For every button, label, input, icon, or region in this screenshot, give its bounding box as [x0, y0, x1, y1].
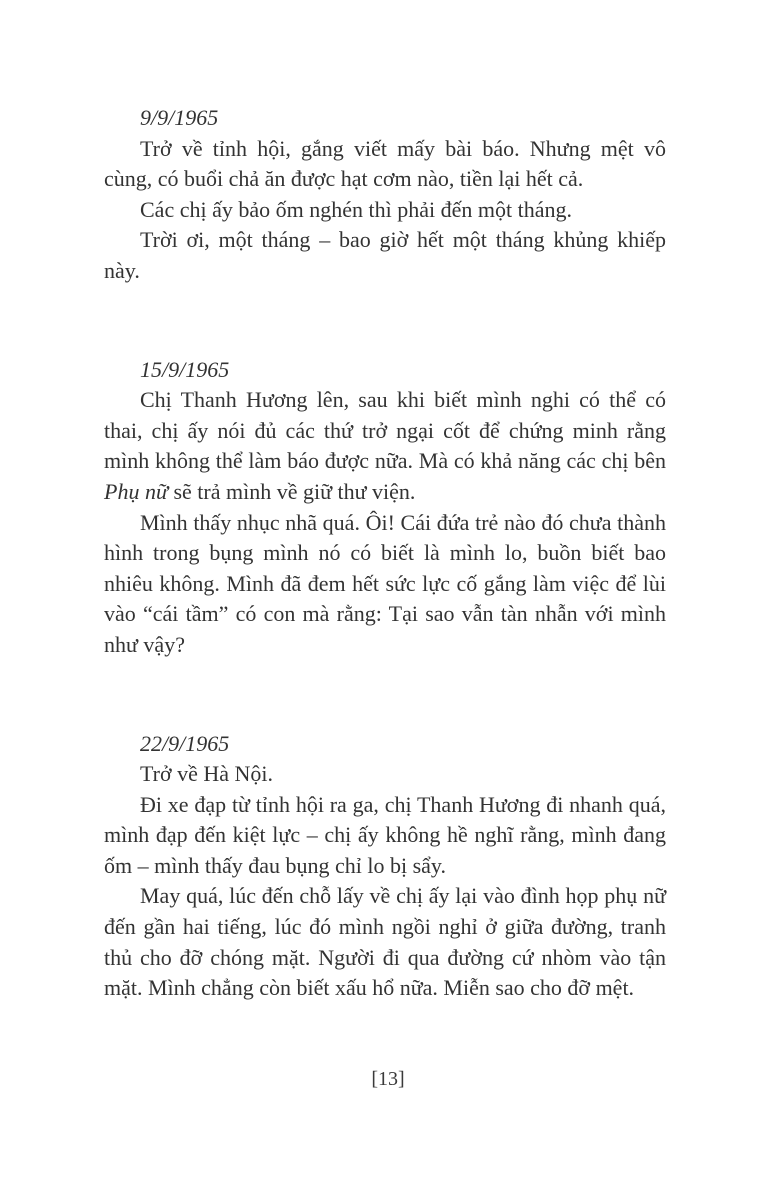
- page-number: [13]: [371, 1068, 405, 1090]
- paragraph: [104, 881, 666, 1003]
- paragraph: [104, 195, 666, 226]
- italic-phrase: Phụ nữ: [104, 478, 168, 504]
- text-run: sẽ trả mình về giữ thư viện.: [167, 478, 416, 504]
- text-run: Trở về Hà Nội.: [140, 761, 274, 787]
- text-run: Trời ơi, một tháng – bao giờ hết một tháng khủng khiếp này.: [104, 227, 666, 283]
- text-run: Đi xe đạp từ tỉnh hội ra ga, chị Thanh Hương đi nhanh quá, mình đạp đến kiệt lực – chị ấy không hề nghĩ rằng, mình đang ốm – mình thấy đau bụng chỉ lo bị sẩy.: [104, 791, 666, 878]
- text-run: May quá, lúc đến chỗ lấy về chị ấy lại vào đình họp phụ nữ đến gần hai tiếng, lúc đó mình ngồi nghỉ ở giữa đường, tranh thủ cho đỡ chóng mặt. Người đi qua đường cứ nhòm vào tận mặt. Mình chẳng còn biết xấu hổ nữa. Miễn sao cho đỡ mệt.: [104, 883, 666, 1001]
- paragraph: [104, 508, 666, 661]
- diary-text-block: [104, 103, 666, 1004]
- paragraph: [104, 134, 666, 195]
- paragraph: [104, 385, 666, 507]
- paragraph: [104, 225, 666, 286]
- text-run: Các chị ấy bảo ốm nghén thì phải đến một tháng.: [140, 196, 572, 222]
- diary-entry: [104, 355, 666, 661]
- entry-date: 22/9/1965: [140, 730, 230, 756]
- text-run: Trở về tỉnh hội, gắng viết mấy bài báo. Nhưng mệt vô cùng, có buổi chả ăn được hạt cơm nào, tiền lại hết cả.: [104, 135, 666, 192]
- entry-date: 15/9/1965: [140, 356, 230, 382]
- paragraph: [104, 759, 666, 790]
- entry-date: 9/9/1965: [140, 105, 219, 130]
- diary-entry: [104, 729, 666, 1004]
- text-run: Mình thấy nhục nhã quá. Ôi! Cái đứa trẻ nào đó chưa thành hình trong bụng mình nó có biết là mình lo, buồn biết bao nhiêu không. Mình đã đem hết sức lực cố gắng làm việc để lùi vào “cái tầm” có con mà rằng: Tại sao vẫn tàn nhẫn với mình như vậy?: [104, 509, 666, 657]
- text-run: Chị Thanh Hương lên, sau khi biết mình nghi có thể có thai, chị ấy nói đủ các thứ trở ngại cốt để chứng minh rằng mình không thể làm báo được nữa. Mà có khả năng các chị bên: [104, 387, 666, 474]
- paragraph: [104, 790, 666, 882]
- diary-entry: [104, 103, 666, 287]
